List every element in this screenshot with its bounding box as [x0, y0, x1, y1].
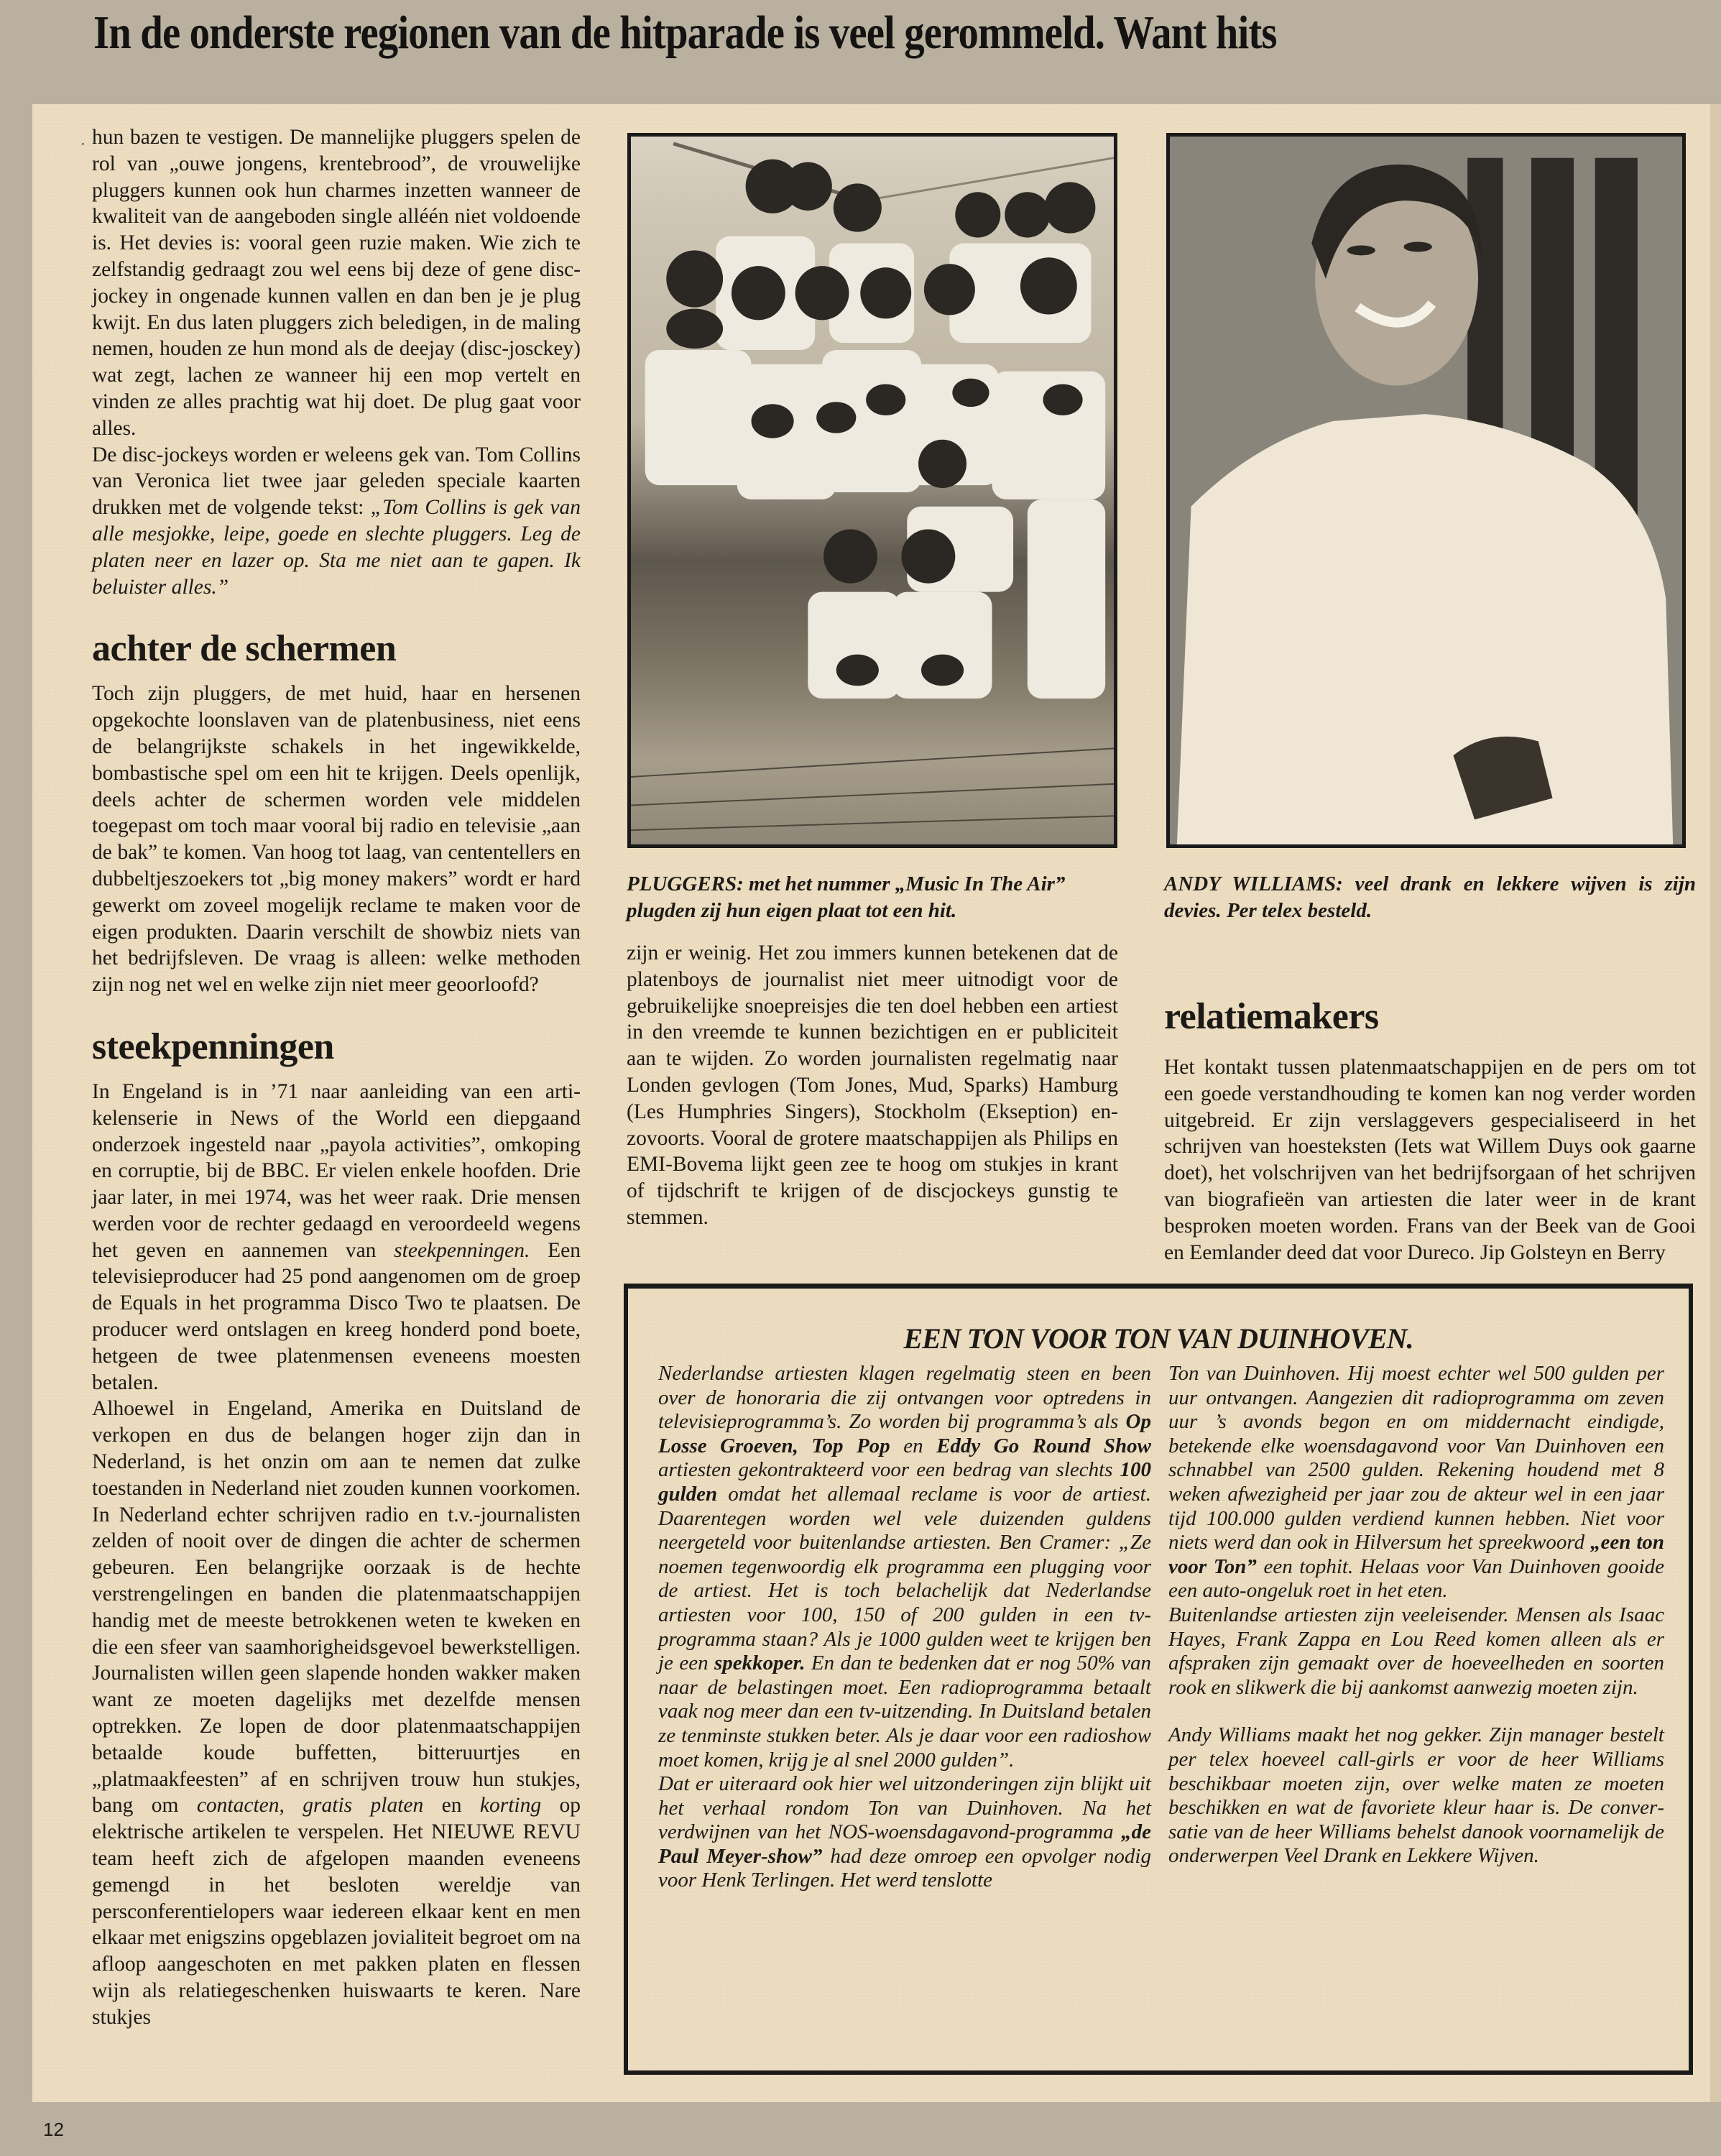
subheading-relatiemakers: relatiemakers	[1164, 996, 1379, 1037]
paragraph-text: Alhoewel in Engeland, Amerika en Duitsland de verkopen en dus de belangen hoger zijn dan in Nederland, is het onzin om aan te nemen dat zulke toestanden in Nederland niet zouden kunnen voorkomen. In Nederland echter schrijven radio en t.v.-journalisten zelden of nooit over de dingen die achter de schermen gebeuren. Een belangrijke oorzaak is de hechte verstrengelingen en banden die platenmaatschappijen handig met de meeste betrokkenen weten te kweken en die een sfeer van saamhorigheidsgevoel bewerkstelligen. Journalisten willen geen slapende honden wakker maken want ze moeten dagelijks met dezelfde mensen optrekken. Ze lopen de door platenmaatschappijen betaalde koude buffetten, bitteruurtjes en „platmaakfeesten” af en schrijven trouw hun stukjes, bang om	[92, 1397, 581, 1818]
paragraph-text: Nederlandse artiesten klagen regelmatig steen en been over de honoraria die zij ontvangen voor optredens in televisieprogramma’s. Zo worden bij programma’s als	[658, 1362, 1151, 1434]
sidebar-column-right	[1168, 1362, 1664, 1869]
page-edge	[1710, 104, 1721, 2102]
program-name: Eddy Go Round Show	[936, 1434, 1151, 1457]
paragraph	[92, 1396, 581, 2030]
paragraph-text: op elektrische artikelen te verspelen. Het NIEUWE REVU team heeft zich de afgelopen maanden eveneens gemengd in het besloten wereldje van persconferentielopers waar iedereen elkaar kent en men elkaar met enigszins opgeblazen jovialiteit begroet om na afloop aangeschoten en met pakken platen en flessen wijn als relatiegeschenken huiswaarts te keren. Nare stukjes	[92, 1794, 581, 2029]
print-speck: ·	[80, 137, 86, 152]
paragraph: Toch zijn pluggers, de met huid, haar en hersenen opgekochte loonslaven van de platenbusiness, niet eens de belangrijkste schakels in het ingewikkelde, bombastische spel om een hit te krijgen. Deels openlijk, deels achter de schermen worden vele middelen toegepast om toch maar vooral bij radio en televisie „aan de bak” te komen. Van hoog tot laag, van cententellers en dubbeltjeszoekers tot „big money makers” wordt er hard gewerkt om zoveel mogelijk reclame te maken voor de eigen produkten. Daarin verschilt de showbiz niets van het bedrijfsleven. De vraag is alleen: welke methoden zijn nog net wel en welke zijn niet meer geoorloofd?	[92, 682, 581, 997]
quote: „Tom Collins is gek van alle mesjokke, leipe, goede en slechte pluggers. Leg de platen neer en lazer op. Sta me niet aan te gapen. Ik beluister alles.”	[92, 496, 581, 599]
caption-text: veel drank en lekkere wijven is zijn devies. Per telex besteld.	[1164, 872, 1696, 922]
paragraph-text: Dat er uiteraard ook hier wel uitzonderingen zijn blijkt uit het verhaal rondom Ton van Duinhoven. Na het verdwijnen van het NOS-woensdagavond-programma	[658, 1772, 1151, 1844]
article-headline: In de onderste regionen van de hitparade is veel gerommeld. Want hits	[93, 6, 1277, 59]
subheading-achter-de-schermen: achter de schermen	[92, 628, 397, 670]
sidebar-column-left	[658, 1362, 1151, 1893]
paragraph-text: In Engeland is in ’71 naar aanleiding van een artikelenserie in News of the World een diepgaand onderzoek ingesteld naar „payola activities”, omkoping en corruptie, bij de BBC. Er vielen enkele hoofden. Drie jaar later, in mei 1974, was het weer raak. Drie mensen werden voor de rechter gedaagd en veroordeeld wegens het geven en aannemen van	[92, 1079, 581, 1262]
andy-photo-caption	[1164, 871, 1696, 924]
paragraph: hun bazen te vestigen. De mannelijke pluggers spelen de rol van „ouwe jongens, krentebrood”, de vrouwelijke pluggers kunnen ook hun charmes inzetten wanneer de kwaliteit van de aangeboden single alléén niet voldoende is. Het devies is: vooral geen ruzie maken. Wie zich te zelfstandig gedraagt zou wel eens bij deze of gene disc-jockey in ongenade kunnen vallen en dan ben je je plug kwijt. En dus laten pluggers zich beledigen, in de maling nemen, houden ze hun mond als de deejay (disc-josckey) wat zegt, lachen ze wanneer hij een mop vertelt en vinden ze alles prachtig wat hij doet. De plug gaat voor alles.	[92, 126, 581, 440]
program-name: Op Losse Groeven, Top Pop	[658, 1410, 1151, 1457]
andy-williams-photo	[1166, 133, 1686, 848]
paragraph: Het kontakt tussen platenmaatschappijen en de pers om tot een goede verstandhouding te komen kan nog verder worden uitgebreid. Er zijn verslaggevers gespecialiseerd in het schrijven van hoesteksten (Iets wat Willem Duys ook gaarne doet), het volschrijven van het bedrijfsorgaan of het schrijven van biografieën van artiesten die later weer in de krant besproken moeten worden. Frans van der Beek van de Gooi en Eemlander deed dat voor Dureco. Jip Golsteyn en Berry	[1164, 1056, 1696, 1264]
paragraph-text: Een televisieproducer had 25 pond aangenomen om de groep de Equals in het programma Disco Two te plaatsen. De producer werd ontslagen en kreeg honderd pond boete, hetgeen de twee platenmensen eveneens moesten betalen.	[92, 1238, 581, 1394]
paragraph: zijn er weinig. Het zou immers kunnen betekenen dat de platenboys de journalist niet meer uitnodigt voor de gebruikelijke snoepreisjes die ten doel hebben een artiest in den vreemde te kunnen bezichtigen en er publiciteit aan te wijden. Zo worden journalisten regelmatig naar Londen gevlogen (Tom Jones, Mud, Sparks) Hamburg (Les Humphries Singers), Stockholm (Ekseption) enzovoorts. Vooral de grotere maatschappijen als Philips en EMI-Bovema lijkt geen zee te hoog om stukjes in krant of tijdschrift te krijgen of de discjockeys gunstig te stemmen.	[627, 941, 1118, 1229]
paragraph	[92, 1079, 581, 1396]
paragraph-text: Ton van Duinhoven. Hij moest echter wel 500 gulden per uur ontvangen. Aangezien dit radioprogramma om zeven uur ’s avonds begon en om middernacht eindigde, betekende elke woensdagavond voor Van Duinhoven een schnabbel van 2500 gulden. Rekening houdend met 8 weken afwezigheid per jaar zou de akteur wel in een jaar tijd 100.000 gulden verdiend kunnen hebben. Niet voor niets werd dan ook in Hilversum het spreekwoord	[1168, 1362, 1664, 1554]
paragraph-gap	[1168, 1700, 1664, 1723]
article-column-3	[1164, 995, 1696, 1266]
paragraph-text: omdat het allemaal reclame is voor de artiest. Daarentegen worden wel vele duizenden guldens neergeteld voor buitenlandse artiesten. Ben Cramer: „Ze noemen tegenwoordig elk programma een plugging voor de artiest. Het is toch belachelijk dat Nederlandse artiesten voor 100, 150 of 200 gulden in een tv-programma staan? Als je 1000 gulden weet te krijgen ben je een	[658, 1482, 1151, 1675]
paragraph-text: En dan te bedenken dat er nog 50% van naar de belastingen moet. Een radioprogramma betaalt vaak nog meer dan een tv-uitzending. In Duitsland betalen ze tenminste stukken beter. Als je daar voor een radioshow moet komen, krijg je al snel 2000 gulden”.	[658, 1651, 1152, 1772]
paragraph-text: De disc-jockeys worden er weleens gek van. Tom Collins van Veronica liet twee jaar geleden speciale kaarten drukken met de volgende tekst:	[92, 443, 581, 520]
paragraph-text: en	[423, 1794, 480, 1818]
paragraph: Andy Williams maakt het nog gekker. Zijn manager bestelt per telex hoeveel call-girls er voor de heer Williams beschikbaar moeten zijn, over welke maten ze moeten beschikken en wat de favoriete kleur haar is. De conversatie van de heer Williams behelst danook voornamelijk de onderwerpen Veel Drank en Lekkere Wijven.	[1168, 1723, 1664, 1868]
paragraph	[92, 442, 581, 601]
page-number: 12	[43, 2119, 64, 2140]
paragraph	[658, 1772, 1151, 1893]
emphasis: spekkoper.	[714, 1651, 806, 1675]
article-column-1	[92, 124, 581, 2031]
paragraph	[1168, 1362, 1664, 1603]
sidebar-box-een-ton-voor-ton	[624, 1284, 1693, 2075]
pluggers-group-photo	[627, 133, 1117, 848]
emphasis: steekpenningen.	[394, 1238, 530, 1262]
program-name: „de Paul Meyer-show”	[658, 1820, 1151, 1868]
pluggers-photo-caption	[627, 871, 1122, 924]
paragraph-text: had deze omroep een opvolger nodig voor Henk Terlingen. Het werd tenslotte	[658, 1844, 1151, 1892]
portrait-image	[1170, 137, 1682, 844]
paragraph-text: en	[890, 1434, 937, 1457]
emphasis: korting	[479, 1794, 542, 1818]
paragraph-text: artiesten gekontrakteerd voor een bedrag van slechts	[658, 1458, 1120, 1482]
emphasis: „een ton voor Ton”	[1168, 1531, 1665, 1578]
paragraph-text: een tophit. Helaas voor Van Duinhoven gooide een auto-ongeluk roet in het eten.	[1168, 1554, 1664, 1603]
article-column-2	[627, 940, 1118, 1231]
subheading-steekpenningen: steekpenningen	[92, 1026, 334, 1067]
paragraph	[658, 1362, 1151, 1772]
sidebar-title: EEN TON VOOR TON VAN DUINHOVEN.	[903, 1322, 1413, 1355]
group-photo-image	[631, 137, 1114, 844]
emphasis: contacten, gratis platen	[196, 1794, 424, 1818]
caption-label: ANDY WILLIAMS:	[1164, 872, 1343, 895]
amount-emphasis: 100 gulden	[658, 1458, 1151, 1506]
caption-label: PLUGGERS:	[627, 872, 744, 895]
caption-text: met het nummer „Music In The Air” plugden zij hun eigen plaat tot een hit.	[627, 872, 1066, 922]
paragraph: Buitenlandse artiesten zijn veeleisender. Mensen als Isaac Hayes, Frank Zappa en Lou Reed komen alleen als er afspraken zijn gemaakt over de hoeveelheden en soorten rook en slikwerk die bij aankomst aanwezig moeten zijn.	[1168, 1603, 1664, 1699]
